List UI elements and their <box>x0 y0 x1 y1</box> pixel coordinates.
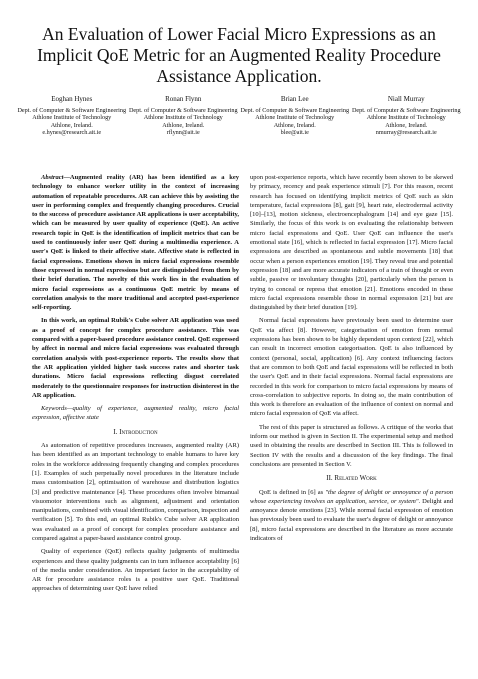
author-dept: Dept. of Computer & Software Engineering <box>240 106 350 114</box>
author-location: Athlone, Ireland. <box>385 121 428 129</box>
author-email[interactable]: blee@ait.ie <box>280 129 309 137</box>
section-heading-related-work: II. Related Work <box>326 474 377 483</box>
related-paragraph-1 <box>250 488 453 544</box>
abstract-label: Abstract <box>41 174 64 181</box>
intro-paragraph-1: As automation of repetitive procedures increases, augmented reality (AR) has been identified as an important technology to enable humans to have key roles in the workforce addressing frequently changing and complex procedures [1]. Examples of such perpetually novel procedures in the literature include mass customisation [2], optimisation of warehouse and distribution logistics [3] and predictive maintenance [4]. These procedures often involve bimanual visuomotor interventions such as alignment, adjustment and orientation manipulations, combined with visual identification, comparison, inspection and verification [5]. To this end, an optimal Rubik's Cube solver AR application was evaluated as a proof of concept for complex procedure assistance and compared against a paper-based assistance control group. <box>32 442 239 542</box>
related-text-end: . Delight and annoyance denote emotions [23]. While normal facial expression of emotion has previously been used to evaluate the user's degree of delight or annoyance [8], micro facial expressions are described in the literature as more accurate indicators of <box>250 497 454 542</box>
author-1 <box>16 96 128 137</box>
author-name: Brian Lee <box>280 95 309 103</box>
left-column <box>32 173 239 594</box>
abstract-text: —Augmented reality (AR) has been identified as a key technology to enhance worker utility in the context of increasing automation of repeatable procedures. AR can achieve this by assisting the user in performing complex and frequently changing procedures. Crucial to the success of procedure assistance AR applications is user acceptability, which can be measured by user quality of experience (QoE). An active research topic in QoE is the identification of implicit metrics that can be used to continuously infer user QoE during a multimedia experience. A user's QoE is linked to their affective state. Affective state is reflected in facial expressions. Emotions shown in micro facial expressions resemble those expressed in normal expressions but are distinguished from them by their brief duration. The novelty of this work lies in the evaluation of micro facial expressions as a continuous QoE metric by means of correlation analysis to the more traditional and accepted post-experience self-reporting. <box>32 174 239 312</box>
author-email[interactable]: nmurray@research.ait.ie <box>375 129 437 137</box>
paper-title: An Evaluation of Lower Facial Micro Expressions as an Implicit QoE Metric for an Augmented Reality Procedure Assistance Application. <box>37 24 441 86</box>
author-inst: Athlone Institute of Technology <box>255 114 335 122</box>
author-location: Athlone, Ireland. <box>162 121 205 129</box>
author-inst: Athlone Institute of Technology <box>143 114 223 122</box>
abstract <box>32 173 239 312</box>
related-text-start: QoE is defined in [6] as <box>259 488 326 496</box>
author-name: Ronan Flynn <box>165 95 202 103</box>
author-dept: Dept. of Computer & Software Engineering <box>17 106 127 114</box>
intro-paragraph-5: The rest of this paper is structured as follows. A critique of the works that inform our method is given in Section II. The experimental setup and method used in obtaining the results are described in Section III. This is followed in Section IV with the results and a discussion of the key findings. The final conclusions are presented in Section V. <box>250 423 453 468</box>
intro-paragraph-2: Quality of experience (QoE) reflects quality judgments of multimedia experiences and these quality judgments can in turn influence acceptability [6] of the media under consideration. An important factor in the acceptability of AR for procedure assistance roles is a positive user QoE. Traditional approaches of determining user QoE have relied <box>32 548 239 593</box>
author-email[interactable]: rflynn@ait.ie <box>166 129 200 137</box>
abstract-paragraph-2: In this work, an optimal Rubik's Cube solver AR application was used as a proof of concept for complex procedure assistance. This was compared with a paper-based procedure assistance control. QoE expressed by affect in normal and micro facial expressions was evaluated through correlation analysis with post-experience reports. The results show that the AR application yielded higher task success rates and shorter task durations. Micro facial expressions reflecting disgust correlated moderately to the questionnaire responses for instruction disinterest in the AR application. <box>32 317 239 399</box>
intro-paragraph-3: upon post-experience reports, which have recently been shown to be skewed by primacy, recency and peak experience stimuli [7]. For this reason, recent research has focused on identifying implicit metrics of QoE such as skin temperature, facial expressions [8], gait [9], heart rate, electrodermal activity [10]–[13], motion sickness, electroencephalogram [14] and eye gaze [15]. Similarly, the focus of this work is on evaluating the relationship between micro facial expressions and QoE. User QoE can influence the user's emotional state [16], which is reflected in facial expression [17]. Micro facial expressions are described as spontaneous and subtle movements [18] that occur when a person experiences emotion [19]. They reveal true and potential expression [18] and are more accurate indicators of a train of thought or even subtle, passive or involuntary thoughts [20], particularly when the person is trying to conceal or repress that emotion [21]. Emotions encoded in these micro facial expressions resemble those in normal expression [21] but are distinguished by their brief duration [19]. <box>250 174 453 312</box>
author-dept: Dept. of Computer & Software Engineering <box>128 106 238 114</box>
author-inst: Athlone Institute of Technology <box>366 114 446 122</box>
keywords: Keywords—quality of experience, augmented reality, micro facial expression, affective state <box>32 405 239 422</box>
section-heading-introduction: I. Introduction <box>113 427 158 436</box>
author-location: Athlone, Ireland. <box>50 121 93 129</box>
author-name: Niall Murray <box>387 95 425 103</box>
right-column <box>250 173 453 543</box>
intro-paragraph-4: Normal facial expressions have previously been used to determine user QoE via affect [8]. However, categorisation of emotion from normal expressions has been shown to be highly dependent upon context [22], which can result in incorrect emotion categorisation. QoE is also influenced by context (personal, social, application) [6]. Any context influencing factors that are common to both QoE and facial expressions will be reflected in both the user's QoE and in their facial expressions. Normal facial expressions are recorded in this work for comparison to micro facial expressions by means of cross-correlation to subjective reports. In doing so, the main contribution of this work is therefore an evaluation of the influence of context on normal and micro facial expression of QoE via affect. <box>250 317 453 418</box>
author-dept: Dept. of Computer & Software Engineering <box>351 106 461 114</box>
author-location: Athlone, Ireland. <box>273 121 316 129</box>
author-2 <box>128 96 240 137</box>
author-name: Eoghan Hynes <box>51 95 93 103</box>
author-3 <box>239 96 351 137</box>
qoe-definition-quote: "the degree of delight or annoyance of a person whose experiencing involves an application, service, or system" <box>250 488 453 505</box>
author-inst: Athlone Institute of Technology <box>32 114 112 122</box>
author-block <box>16 96 462 137</box>
author-email[interactable]: e.hynes@research.ait.ie <box>42 129 102 137</box>
author-4 <box>351 96 463 137</box>
